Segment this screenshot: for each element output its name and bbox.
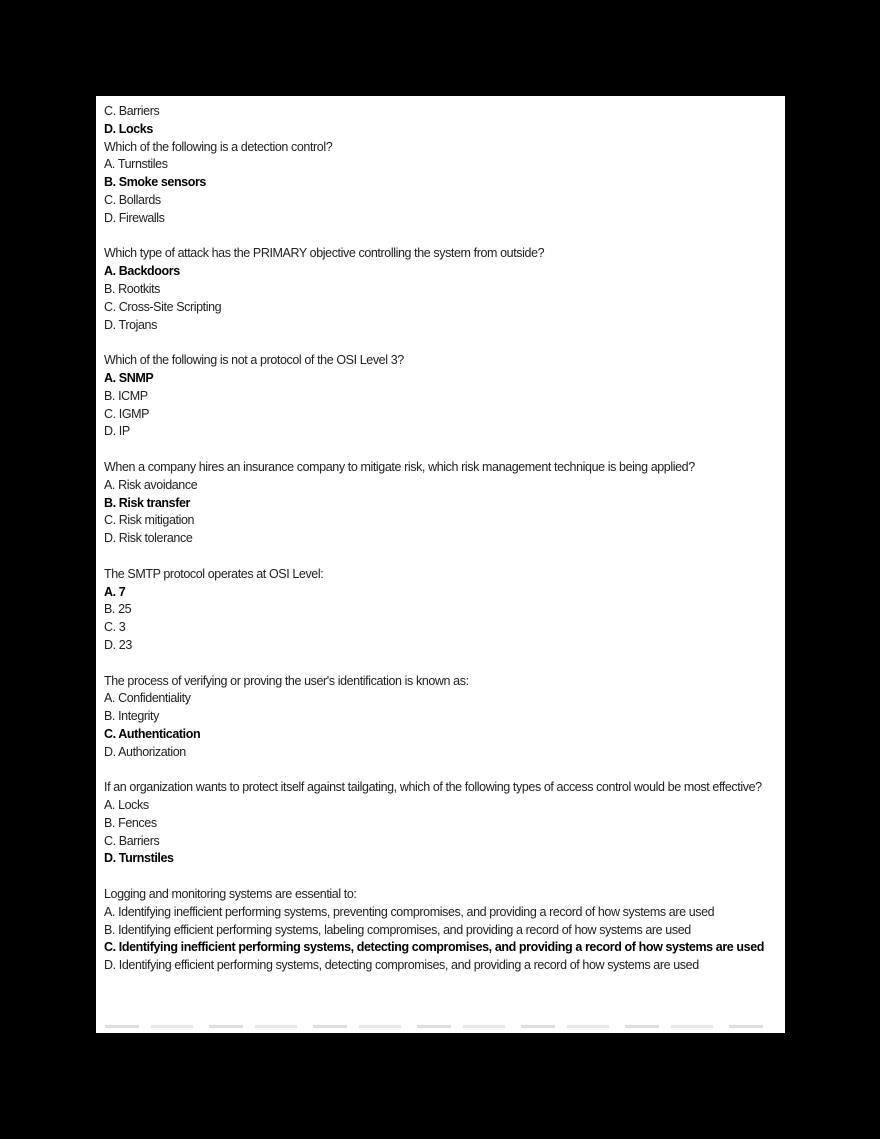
answer-option: D. Risk tolerance	[104, 531, 193, 546]
answer-option: C. Bollards	[104, 192, 161, 207]
answer-option: B. Integrity	[104, 709, 159, 724]
answer-option: C. Barriers	[104, 833, 160, 848]
answer-option: D. Turnstiles	[104, 851, 174, 866]
answer-option: B. 25	[104, 602, 132, 617]
question-text: Which of the following is a detection control?	[104, 139, 333, 154]
answer-option: A. Backdoors	[104, 264, 180, 279]
answer-option: C. Authentication	[104, 726, 201, 741]
question-text: Logging and monitoring systems are essential to:	[104, 887, 357, 902]
answer-option: D. IP	[104, 424, 130, 439]
question-block	[104, 245, 778, 334]
answer-option: A. Locks	[104, 798, 149, 813]
answer-option: D. Locks	[104, 121, 153, 136]
question-block	[104, 352, 778, 441]
answer-option: D. Authorization	[104, 744, 186, 759]
answer-option: B. Risk transfer	[104, 495, 190, 510]
question-text: The process of verifying or proving the user's identification is known as:	[104, 673, 469, 688]
question-block	[104, 779, 778, 868]
question-text: When a company hires an insurance company to mitigate risk, which risk management technique is being applied?	[104, 459, 695, 474]
answer-option: D. Firewalls	[104, 210, 165, 225]
question-block	[104, 886, 778, 975]
answer-option: B. ICMP	[104, 388, 148, 403]
answer-option: A. Confidentiality	[104, 691, 191, 706]
cut-off-text-artifact	[105, 1025, 771, 1028]
answer-option: C. 3	[104, 620, 126, 635]
answer-option: D. Trojans	[104, 317, 157, 332]
answer-option: A. Turnstiles	[104, 157, 168, 172]
answer-option: A. Risk avoidance	[104, 477, 198, 492]
answer-option: C. IGMP	[104, 406, 150, 421]
question-block	[104, 673, 778, 762]
question-text: If an organization wants to protect itself against tailgating, which of the following types of access control would be most effective?	[104, 780, 762, 795]
answer-option: B. Smoke sensors	[104, 175, 206, 190]
answer-option: B. Fences	[104, 815, 157, 830]
answer-option: B. Rootkits	[104, 281, 161, 296]
question-text: The SMTP protocol operates at OSI Level:	[104, 566, 324, 581]
question-block	[104, 139, 778, 228]
question-block	[104, 566, 778, 655]
answer-option: C. Risk mitigation	[104, 513, 195, 528]
answer-option: A. SNMP	[104, 370, 154, 385]
answer-option: A. Identifying inefficient performing systems, preventing compromises, and providing a record of how systems are used	[104, 904, 715, 919]
answer-option: B. Identifying efficient performing systems, labeling compromises, and providing a record of how systems are used	[104, 922, 691, 937]
answer-option: A. 7	[104, 584, 126, 599]
answer-option: C. Identifying inefficient performing systems, detecting compromises, and providing a record of how systems are used	[104, 940, 765, 955]
answer-option: C. Cross-Site Scripting	[104, 299, 222, 314]
document-page	[96, 96, 785, 1033]
answer-option: C. Barriers	[104, 104, 160, 118]
question-list	[104, 103, 778, 975]
answer-option: D. 23	[104, 637, 132, 652]
answer-option: D. Identifying efficient performing systems, detecting compromises, and providing a record of how systems are used	[104, 958, 699, 973]
question-text: Which type of attack has the PRIMARY objective controlling the system from outside?	[104, 246, 545, 261]
question-block	[104, 459, 778, 548]
question-fragment-block	[104, 103, 778, 139]
question-text: Which of the following is not a protocol of the OSI Level 3?	[104, 353, 404, 368]
